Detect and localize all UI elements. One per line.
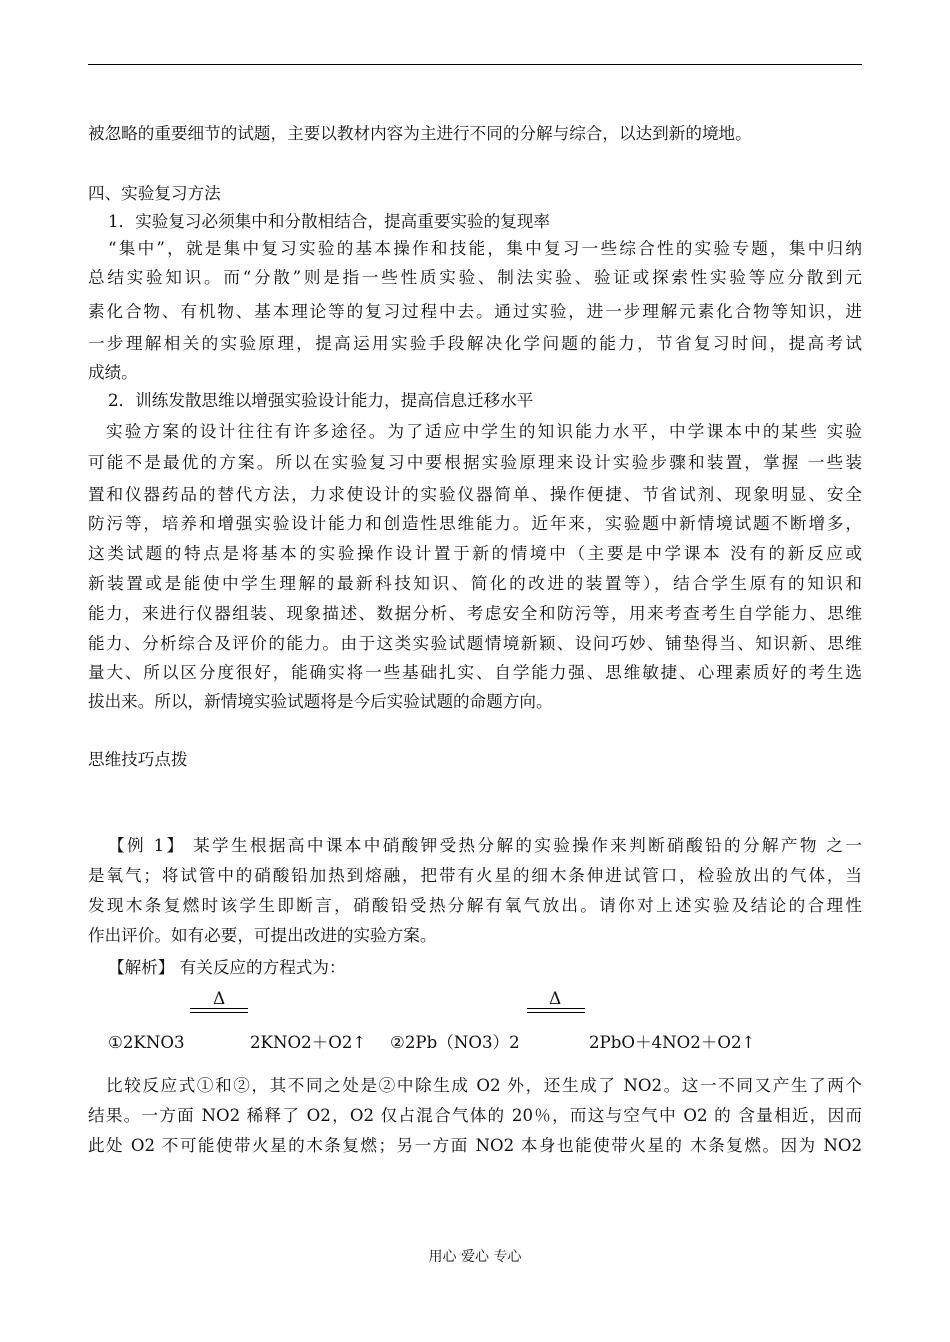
heat-symbol: Δ: [549, 989, 562, 1009]
header-rule: [88, 64, 862, 65]
reaction-1-reactant: ①2KNO3: [108, 1033, 185, 1052]
subheading: 1．实验复习必须集中和分散相结合，提高重要实验的复现率: [108, 212, 550, 231]
text-line: 可能不是最优的方案。所以在实验复习中要根据实验原理来设计实验步骤和装置，掌握 一些装: [88, 453, 862, 472]
text-line: 能力，来进行仪器组装、现象描述、数据分析、考虑安全和防污等，用来考查考生自学能力、思维: [88, 604, 862, 623]
text-line: 此处 O2 不可能使带火星的木条复燃；另一方面 NO2 本身也能使带火星的 木条复燃。因为 NO2: [88, 1136, 862, 1155]
reaction-1-products: 2KNO2＋O2↑: [250, 1033, 367, 1052]
text-line: 拔出来。所以，新情境实验试题将是今后实验试题的命题方向。: [88, 692, 553, 711]
text-line: 成绩。: [88, 363, 138, 382]
example-line: 【例 1】 某学生根据高中课本中硝酸钾受热分解的实验操作来判断硝酸铅的分解产物 之一: [108, 836, 862, 855]
reaction-arrow-double-line: [190, 1008, 248, 1013]
analysis-line: 【解析】 有关反应的方程式为：: [108, 958, 346, 977]
subheading: 2．训练发散思维以增强实验设计能力，提高信息迁移水平: [108, 391, 534, 410]
text-line: 这类试题的特点是将基本的实验操作设计置于新的情境中（主要是中学课本 没有的新反应或: [88, 544, 862, 563]
text-line: 结果。一方面 NO2 稀释了 O2，O2 仅占混合气体的 20％，而这与空气中 O2 的 含量相近，因而: [88, 1106, 862, 1125]
text-line: 一步理解相关的实验原理，提高运用实验手段解决化学问题的能力，节省复习时间，提高考试: [88, 334, 862, 353]
text-line: 实验方案的设计往往有许多途径。为了适应中学生的知识能力水平，中学课本中的某些 实验: [106, 422, 862, 441]
text-line: 防污等，培养和增强实验设计能力和创造性思维能力。近年来，实验题中新情境试题不断增多，: [88, 514, 862, 533]
text-line: 量大、所以区分度很好，能确实将一些基础扎实、自学能力强、思维敏捷、心理素质好的考生选: [88, 663, 862, 682]
reaction-arrow-double-line: [527, 1008, 585, 1013]
example-line: 是氧气；将试管中的硝酸铅加热到熔融，把带有火星的细木条伸进试管口，检验放出的气体，当: [88, 866, 862, 885]
text-line: 被忽略的重要细节的试题，主要以教材内容为主进行不同的分解与综合，以达到新的境地。: [88, 124, 752, 143]
text-line: 素化合物、有机物、基本理论等的复习过程中去。通过实验，进一步理解元素化合物等知识，进: [88, 302, 862, 321]
example-line: 发现木条复燃时该学生即断言，硝酸铅受热分解有氧气放出。请你对上述实验及结论的合理性: [88, 896, 862, 915]
text-line: 能力、分析综合及评价的能力。由于这类实验试题情境新颖、设问巧妙、铺垫得当、知识新、思维: [88, 634, 862, 653]
text-line: “集中”，就是集中复习实验的基本操作和技能，集中复习一些综合性的实验专题，集中归纳: [108, 239, 862, 258]
text-line: 总结实验知识。而“分散”则是指一些性质实验、制法实验、验证或探索性实验等应分散到元: [88, 268, 862, 287]
text-line: 比较反应式①和②，其不同之处是②中除生成 O2 外，还生成了 NO2。这一不同又产生了两个: [106, 1076, 862, 1095]
reaction-2-reactant: ②2Pb（NO3）2: [390, 1033, 520, 1052]
section-heading: 思维技巧点拨: [88, 750, 188, 769]
page-footer: 用心 爱心 专心: [428, 1249, 522, 1265]
heat-symbol: Δ: [213, 989, 226, 1009]
reaction-2-products: 2PbO＋4NO2＋O2↑: [589, 1033, 756, 1052]
example-line: 作出评价。如有必要，可提出改进的实验方案。: [88, 926, 437, 945]
section-heading: 四、实验复习方法: [88, 184, 221, 203]
text-line: 置和仪器药品的替代方法，力求使设计的实验仪器简单、操作便捷、节省试剂、现象明显、安全: [88, 485, 862, 504]
text-line: 新装置或是能使中学生理解的最新科技知识、简化的改进的装置等），结合学生原有的知识和: [88, 574, 862, 593]
